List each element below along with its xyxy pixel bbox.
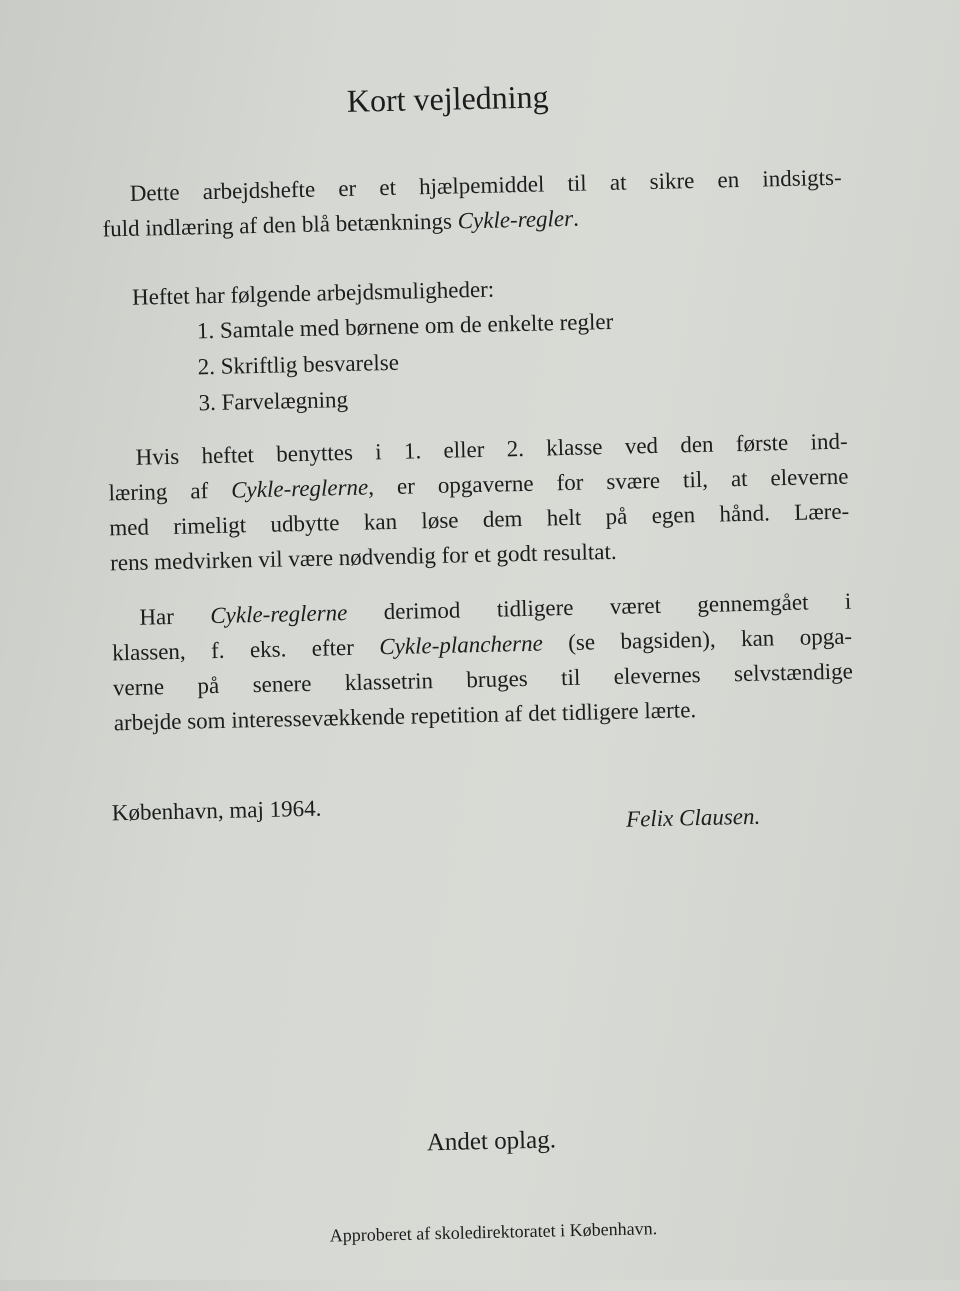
edition-note: Andet oplag.: [426, 1126, 557, 1157]
text-segment: , er opgaverne for svære til, at eleverne: [367, 463, 849, 500]
text-segment: læring af: [108, 477, 232, 506]
text-segment: verne på senere klassetrin bruges til elevernes selvstændige: [112, 658, 854, 701]
list-item: 3. Farvelægning: [198, 386, 349, 416]
italic-title: Cykle-regler: [457, 205, 574, 234]
text-segment: Hvis heftet benyttes i 1. eller 2. klasse ved den første ind-: [135, 428, 848, 470]
text-segment: derimod tidligere været gennemgået i: [347, 588, 852, 625]
list-item: 1. Samtale med børnene om de enkelte regler: [196, 308, 614, 344]
text-segment: klassen, f. eks. efter: [111, 634, 380, 666]
place-date: København, maj 1964.: [111, 795, 322, 826]
signature: Felix Clausen.: [625, 803, 761, 832]
approval-note: Approberet af skoledirektoratet i København.: [329, 1218, 658, 1246]
work-options: [104, 264, 847, 424]
text-segment: .: [572, 205, 580, 231]
paragraph-3: [111, 584, 854, 741]
italic-title: Cykle-plancherne: [379, 630, 544, 660]
italic-title: Cykle-reglerne: [230, 474, 369, 503]
paragraph-1: [101, 160, 842, 247]
text-segment: med rimeligt udbytte kan løse dem helt på egen hånd. Lære-: [109, 498, 850, 541]
paragraph-2: [107, 424, 850, 581]
text-segment: (se bagsiden), kan opga-: [542, 623, 853, 656]
text-segment: Har: [139, 603, 211, 630]
list-intro: Heftet har følgende arbejdsmuligheder:: [131, 276, 495, 310]
text-segment: Dette arbejdshefte er et hjælpemiddel til at sikre en indsigts-: [129, 164, 842, 206]
italic-title: Cykle-reglerne: [209, 600, 348, 629]
list-item: 2. Skriftlig besvarelse: [197, 349, 400, 380]
page-title: Kort vejledning: [346, 78, 549, 119]
text-segment: arbejde som interessevækkende repetition af det tidligere lærte.: [113, 697, 697, 736]
text-segment: rens medvirken vil være nødvendig for et godt resultat.: [109, 538, 617, 576]
text-segment: fuld indlæring af den blå betænknings: [102, 208, 458, 242]
